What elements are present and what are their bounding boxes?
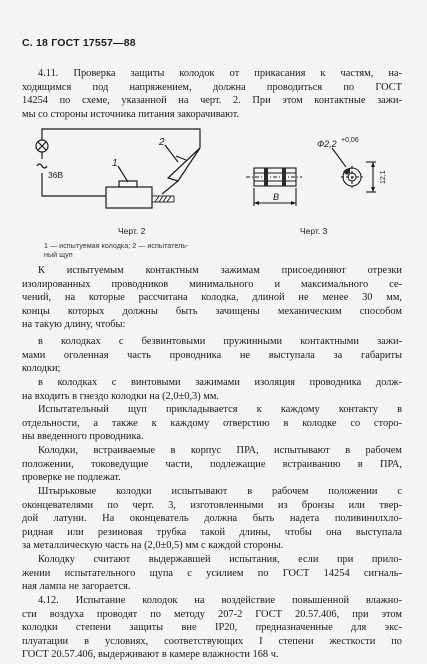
text-line: Колодки, встраиваемые в корпус ПРА, испытывают в рабочем [38,445,402,456]
text-line: Испытательный щуп прикладывается к каждому контакту в [38,404,402,415]
dim-b: B [273,192,280,202]
text-line: жении испытательного щупа с усилием по ГОСТ 14254 сигналь- [22,567,402,579]
text-line: ходящимся под напряжением, должна проводиться по ГОСТ [22,81,402,93]
tested-socket-block [106,187,152,208]
text-line: в колодках с винтовыми зажимами изоляция проводника долж- [38,377,402,388]
paragraph-pin [22,485,402,553]
text-line: ны введенного проводника. [22,431,144,443]
text-line: за металлическую часть на (2,0±0,5) мм с каждой стороны. [22,540,284,552]
paragraph-springless [22,335,402,376]
text-line: 14254 по схеме, указанной на черт. 2. При этом контактные зажи- [22,95,402,107]
page-header: С. 18 ГОСТ 17557—88 [22,37,136,49]
text-line: колодки; [22,363,61,375]
wire-top [42,129,200,148]
voltage-label: 36В [48,170,64,180]
text-line: мами оголенная часть проводника не выступала за габариты [22,349,402,361]
text-line: колодки степени защиты вне IP20, предназначенные для экс- [22,622,402,634]
paragraph-4-12 [22,594,402,662]
figure-3-diagram [240,132,410,222]
text-line: Колодку считают выдержавшей испытания, если при прило- [38,554,402,565]
dim-diameter: Ф2,2 [317,139,337,149]
ac-source-icon [37,164,47,168]
text-line: 4.12. Испытание колодок на воздействие повышенной влажно- [38,595,402,606]
figure-2-legend [44,241,244,259]
text-line: плуатации в условиях, соответствующих I степени жесткости по [22,635,402,647]
text-line: 4.11. Проверка защиты колодок от прикасания к частям, на- [38,68,402,79]
text-line: концы которых должны быть зачищены механическим способом [22,305,402,317]
text-line: положении, токоведущие части, подлежащие встраиванию в ПРА, [22,458,402,470]
text-line: оконцевателями по черт. 3, изготовленными из бронзы или твер- [22,499,402,511]
text-line: чений, на которые рассчитана колодка, длиной не менее 30 мм, [22,292,402,304]
text-line: на входить в гнездо колодки на (2,0±0,3) мм. [22,390,220,402]
text-line: сти воздуха проводят по методу 207-2 ГОСТ 20.57.406, при этом [22,608,402,620]
text-line: ридная или резиновая трубка такой длины, чтобы она выступала [22,526,402,538]
paragraph-main [22,264,402,332]
paragraph-result [22,553,402,594]
dim-tolerance: +0,06 [341,137,359,144]
figure-3-caption: Черт. 3 [300,226,328,236]
text-line: изолированных проводников минимального и максимального се- [22,278,402,290]
label-2: 2 [159,137,165,148]
text-line: мы со стороны источника питания закорачивают. [22,108,240,120]
wire-bottom [42,193,106,196]
figure-2-caption: Черт. 2 [118,226,146,236]
figure-2-diagram [28,126,228,226]
text-line: ГОСТ 20.57.406, выдерживают в камере влажности 168 ч. [22,649,279,661]
text-line: К испытуемым контактным зажимам присоединяют отрезки [38,265,402,276]
paragraph-probe [22,403,402,444]
text-line: отдельности, а также к каждому отверстию в колодке со сторо- [22,417,402,429]
text-line: на такую длину, чтобы: [22,319,126,331]
legend-line: 1 — испытуемая колодка; 2 — испытатель- [44,241,189,250]
paragraph-4-11 [22,67,402,121]
text-line: в колодках с безвинтовыми пружинными контактными зажи- [38,336,402,347]
text-line: дой латуни. На оконцеватель должна быть надета поливинилхло- [22,513,402,525]
dim-side: 12,1 [380,170,387,184]
text-line: Штырьковые колодки испытывают в рабочем положении с [38,486,402,497]
paragraph-pra [22,444,402,485]
text-line: проверке не подлежат. [22,472,121,484]
legend-line: ный щуп [44,250,73,259]
test-probe [168,148,200,181]
paragraph-screw [22,376,402,403]
label-1: 1 [112,158,118,169]
text-line: ная лампа не загорается. [22,581,131,593]
